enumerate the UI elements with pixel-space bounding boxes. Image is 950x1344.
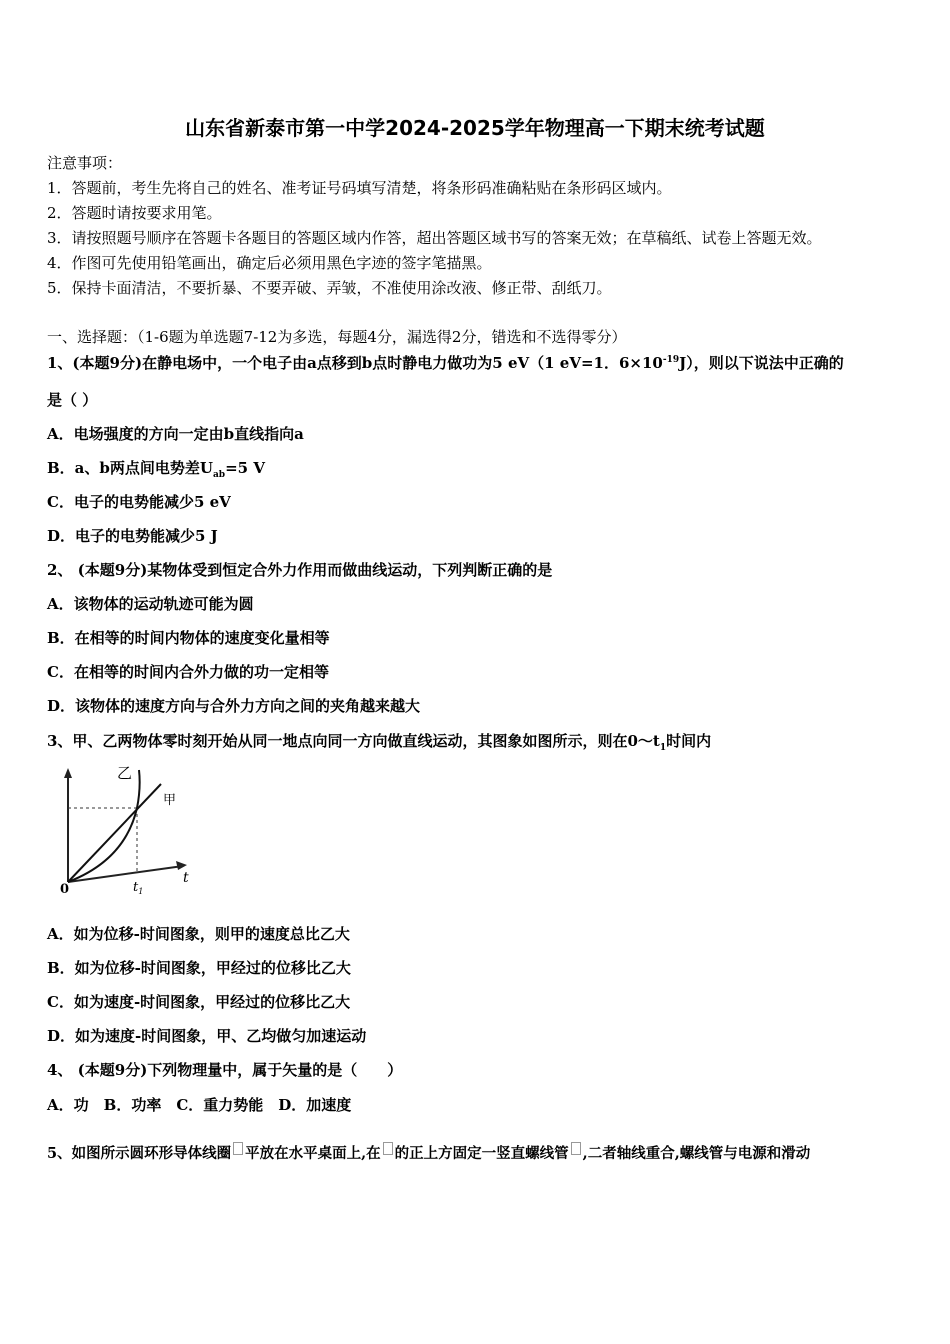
q1-option-a: A．电场强度的方向一定由b直线指向a: [47, 425, 304, 443]
q1-option-b-b: =5 V: [225, 459, 265, 477]
q5-part4: ,二者轴线重合,螺线管与电源和滑动: [582, 1145, 811, 1162]
notice-item-1: 1．答题前，考生先将自己的姓名、准考证号码填写清楚，将条形码准确粘贴在条形码区域内。: [47, 179, 672, 197]
q4-options: A．功 B．功率 C．重力势能 D．加速度: [47, 1096, 352, 1114]
q3-label-jia: 甲: [163, 793, 177, 808]
section-heading: 一、选择题：（1-6题为单选题7-12为多选，每题4分，漏选得2分，错选和不选得零分）: [47, 328, 627, 346]
q5-part3: 的正上方固定一竖直螺线管: [394, 1145, 569, 1162]
q5-part2: 平放在水平桌面上,在: [245, 1145, 381, 1162]
q3-stem-a: 3、甲、乙两物体零时刻开始从同一地点向同一方向做直线运动，其图象如图所示，则在0～t: [47, 732, 660, 750]
notice-item-2: 2．答题时请按要求用笔。: [47, 204, 222, 222]
q2-option-b: B．在相等的时间内物体的速度变化量相等: [47, 629, 330, 647]
q1-option-b: [47, 457, 265, 480]
q3-label-origin: 0: [60, 882, 70, 895]
notice-item-3: 3．请按照题号顺序在答题卡各题目的答题区域内作答，超出答题区域书写的答案无效；在草稿纸、试卷上答题无效。: [47, 229, 822, 247]
q1-option-b-sub: ab: [212, 470, 226, 480]
q3-stem: [47, 730, 711, 753]
q3-option-b: B．如为位移-时间图象，甲经过的位移比乙大: [47, 959, 351, 977]
q3-option-a: A．如为位移-时间图象，则甲的速度总比乙大: [47, 925, 350, 943]
q3-option-d: D．如为速度-时间图象，甲、乙均做匀加速运动: [47, 1027, 367, 1045]
q3-line-jia: [68, 784, 161, 882]
q2-option-d: D．该物体的速度方向与合外力方向之间的夹角越来越大: [47, 697, 421, 715]
q5-part1: 5、如图所示圆环形导体线圈: [47, 1145, 232, 1162]
q2-option-a: A．该物体的运动轨迹可能为圆: [47, 595, 254, 613]
notice-item-4: 4．作图可先使用铅笔画出，确定后必须用黑色字迹的签字笔描黑。: [47, 254, 492, 272]
q1-stem-sup: -19: [662, 355, 680, 365]
q3-stem-sub: 1: [659, 743, 667, 753]
placeholder-symbol-icon: [383, 1142, 393, 1155]
placeholder-symbol-icon: [571, 1142, 581, 1155]
q1-stem-cont: 是（ ）: [47, 391, 98, 409]
q2-option-c: C．在相等的时间内合外力做的功一定相等: [47, 663, 329, 681]
notice-item-5: 5．保持卡面清洁，不要折暴、不要弄破、弄皱，不准使用涂改液、修正带、刮纸刀。: [47, 279, 612, 297]
page-title: 山东省新泰市第一中学2024-2025学年物理高一下期末统考试题: [185, 116, 765, 140]
placeholder-symbol-icon: [233, 1142, 243, 1155]
q3-label-t1: $t_1$: [133, 880, 144, 895]
q3-graph: [55, 760, 205, 895]
q1-stem: [47, 352, 844, 373]
q3-option-c: C．如为速度-时间图象，甲经过的位移比乙大: [47, 993, 351, 1011]
q2-stem: 2、 (本题9分)某物体受到恒定合外力作用而做曲线运动，下列判断正确的是: [47, 561, 553, 579]
q1-stem-a: 1、(本题9分)在静电场中，一个电子由a点移到b点时静电力做功为5 eV（1 eV=1．6×10: [47, 354, 663, 372]
q5-stem: [47, 1142, 810, 1163]
q3-curve-yi: [68, 770, 140, 882]
q3-stem-b: 时间内: [666, 732, 712, 750]
notice-heading: 注意事项：: [47, 154, 123, 172]
q1-option-c: C．电子的电势能减少5 eV: [47, 493, 231, 511]
q3-label-yi: 乙: [117, 764, 133, 782]
q1-option-d: D．电子的电势能减少5 J: [47, 527, 218, 545]
q4-stem: 4、 (本题9分)下列物理量中，属于矢量的是（ ）: [47, 1061, 403, 1079]
q1-stem-b: J），则以下说法中正确的: [679, 354, 844, 372]
q3-label-axis-t: t: [183, 870, 189, 886]
q1-option-b-a: B．a、b两点间电势差U: [47, 459, 213, 477]
